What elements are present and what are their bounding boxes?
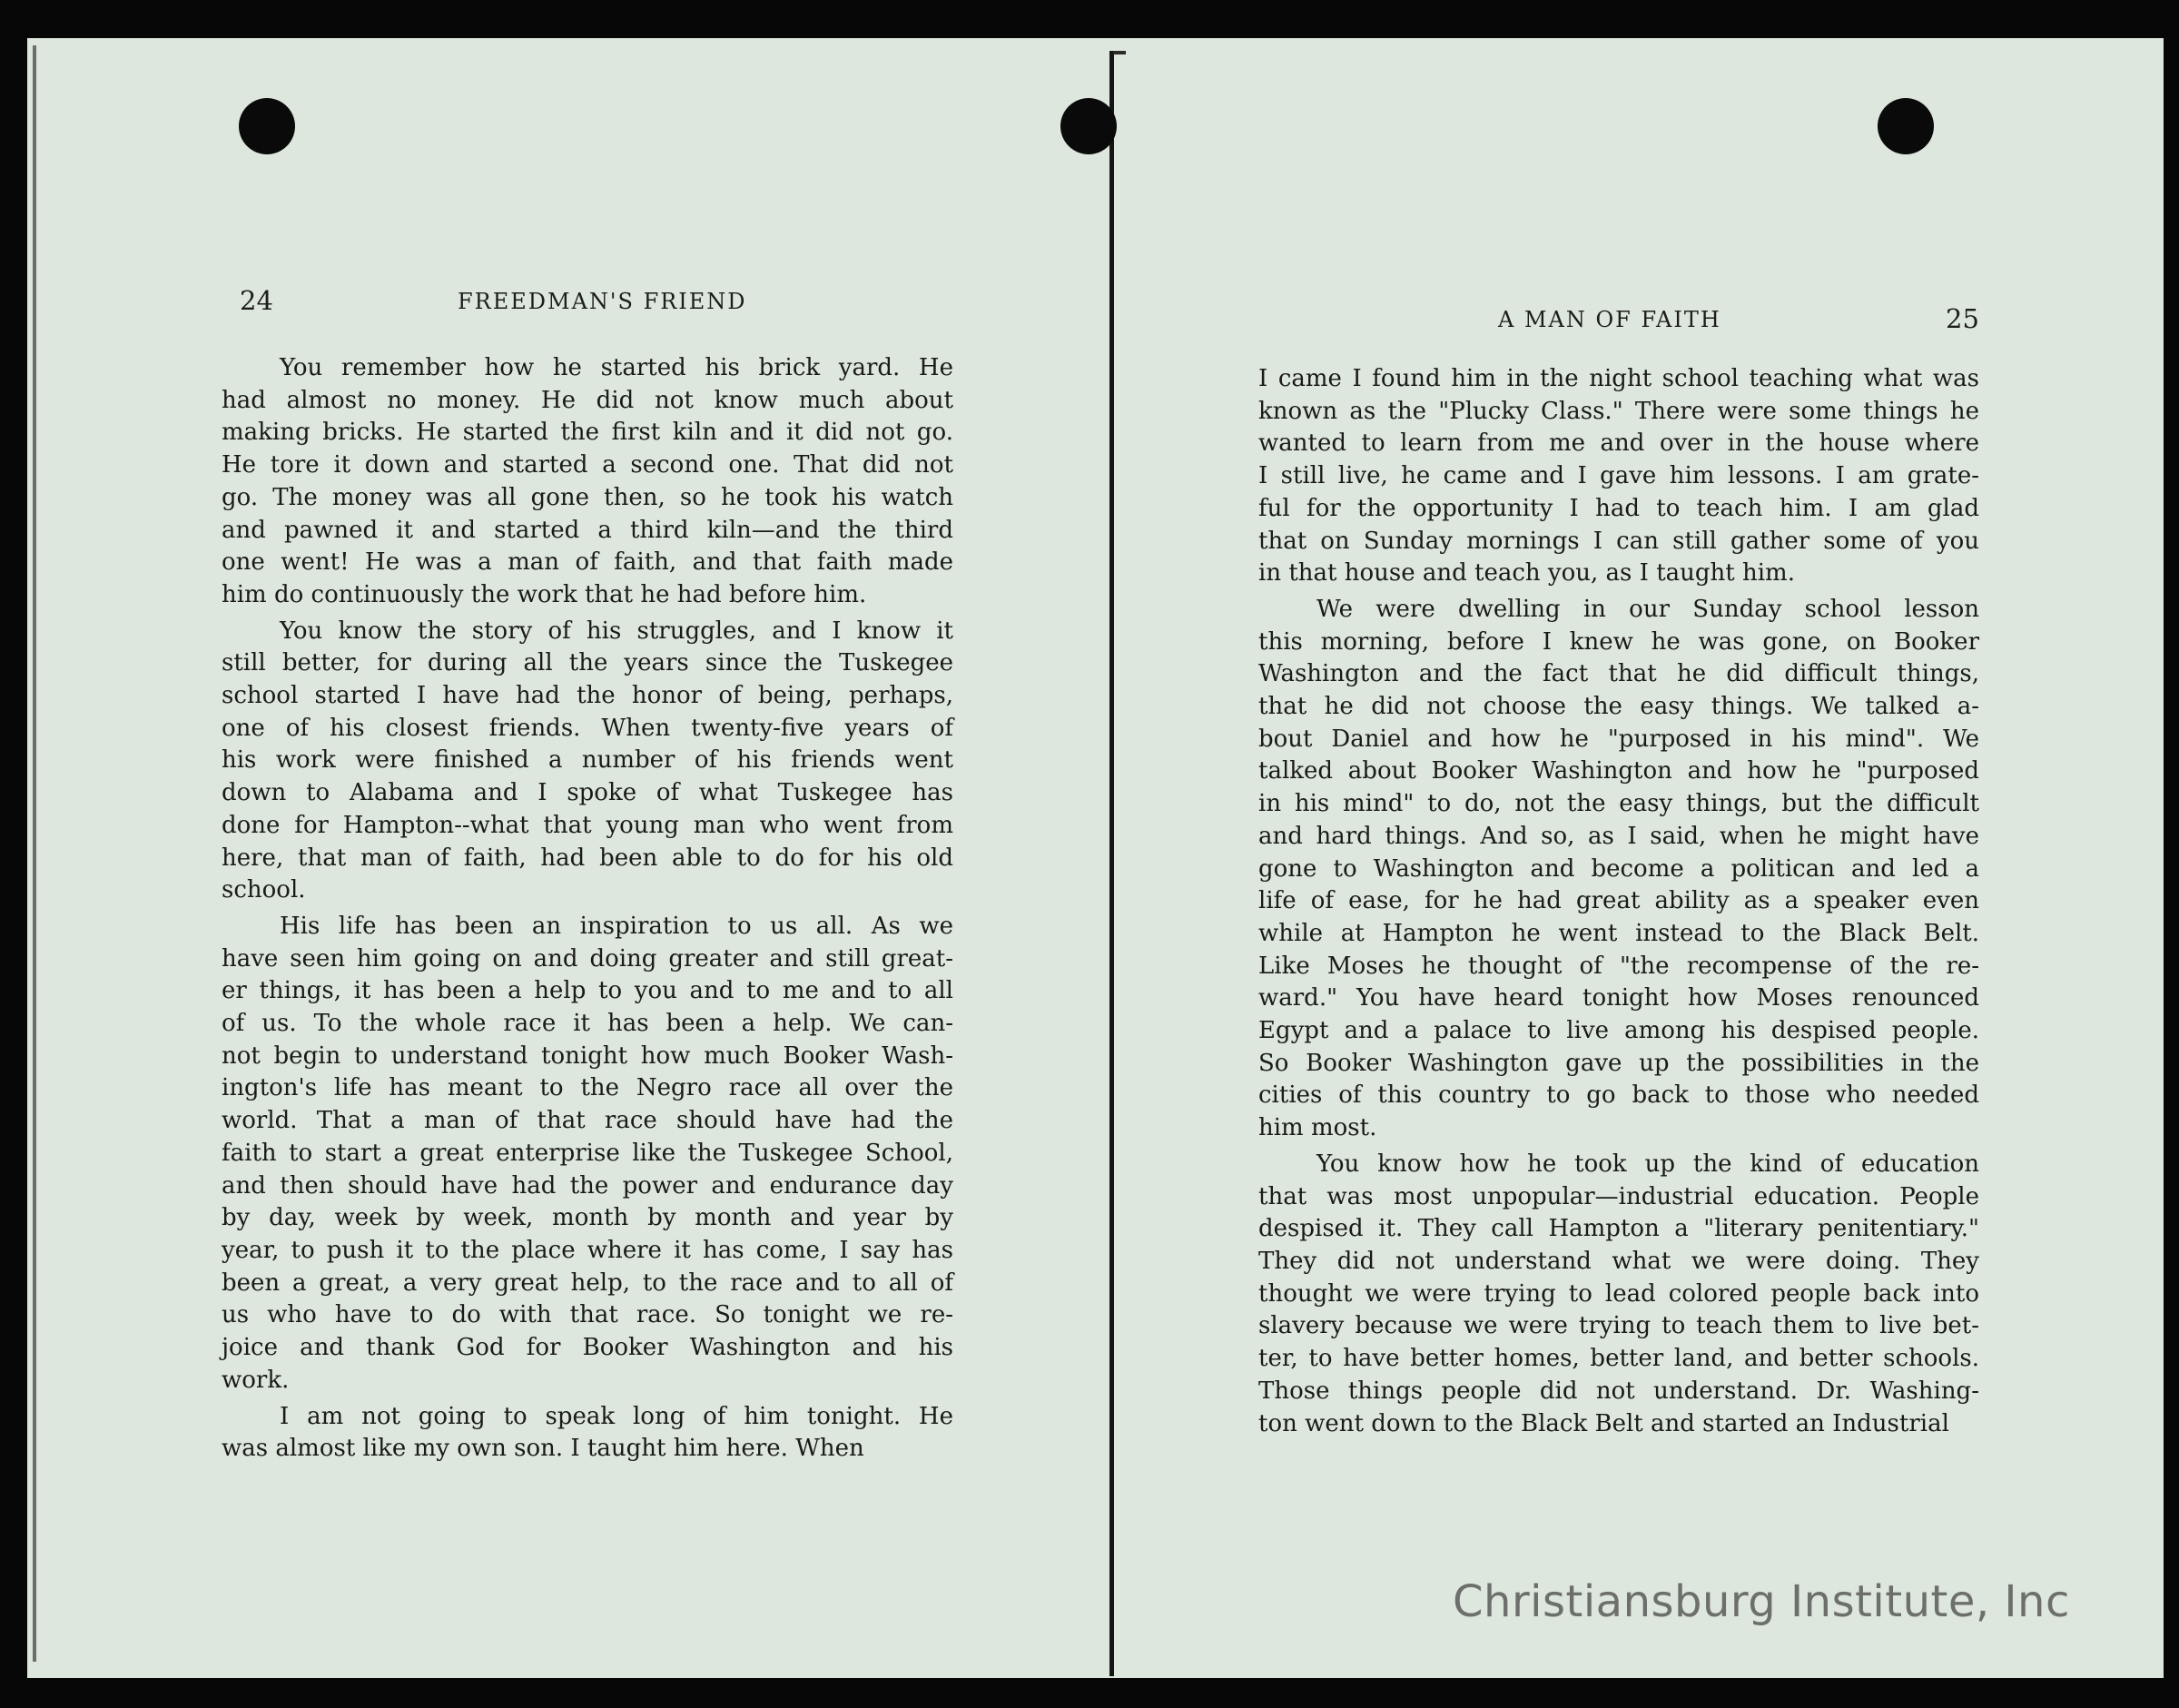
text-line: had almost no money. He did not know much about: [222, 386, 953, 414]
text-line: still better, for during all the years since the Tuskegee: [222, 649, 953, 677]
left-running-head: FREEDMAN'S FRIEND: [458, 289, 747, 314]
text-line: ful for the opportunity I had to teach him. I am glad: [1258, 494, 1979, 522]
text-line: school.: [222, 876, 306, 904]
text-line: of us. To the whole race it has been a help. We can-: [222, 1010, 953, 1038]
text-line: You know how he took up the kind of education: [1316, 1150, 1979, 1178]
text-line: life of ease, for he had great ability as a speaker even: [1258, 887, 1979, 915]
text-line: world. That a man of that race should have had the: [222, 1107, 953, 1135]
text-line: in that house and teach you, as I taught him.: [1258, 559, 1795, 587]
text-line: one of his closest friends. When twenty-five years of: [222, 714, 953, 742]
paragraph: [1258, 1149, 1979, 1440]
text-line: You know the story of his struggles, and I know it: [280, 617, 953, 645]
text-line: one went! He was a man of faith, and that faith made: [222, 548, 953, 577]
text-line: that on Sunday mornings I can still gather some of you: [1258, 527, 1979, 555]
watermark: Christiansburg Institute, Inc: [1453, 1576, 2070, 1627]
text-line: that was most unpopular—industrial education. People: [1258, 1182, 1979, 1210]
text-line: year, to push it to the place where it has come, I say has: [222, 1236, 953, 1264]
text-line: bout Daniel and how he "purposed in his mind". We: [1258, 725, 1979, 753]
text-line: So Booker Washington gave up the possibilities in the: [1258, 1049, 1979, 1077]
text-line: him most.: [1258, 1114, 1377, 1142]
text-line: slavery because we were trying to teach them to live bet-: [1258, 1312, 1979, 1340]
text-line: cities of this country to go back to those who needed: [1258, 1081, 1979, 1110]
text-line: and pawned it and started a third kiln—and the third: [222, 516, 953, 544]
text-line: faith to start a great enterprise like the Tuskegee School,: [222, 1139, 953, 1167]
text-line: this morning, before I knew he was gone, on Booker: [1258, 627, 1979, 656]
text-line: known as the "Plucky Class." There were some things he: [1258, 397, 1979, 425]
text-line: and then should have had the power and endurance day: [222, 1171, 953, 1200]
text-line: while at Hampton he went instead to the Black Belt.: [1258, 919, 1979, 947]
punch-hole-left: [239, 98, 295, 154]
text-line: joice and thank God for Booker Washington and his: [222, 1334, 953, 1362]
punch-hole-center: [1060, 98, 1117, 154]
paragraph: [1258, 363, 1979, 590]
text-line: work.: [222, 1366, 290, 1394]
text-line: down to Alabama and I spoke of what Tuskegee has: [222, 779, 953, 807]
text-line: ter, to have better homes, better land, and better schools.: [1258, 1345, 1979, 1373]
spine-shadow: [1109, 51, 1114, 1676]
left-edge-line: [33, 45, 36, 1662]
paragraph: [222, 911, 953, 1397]
left-page-number: 24: [240, 285, 273, 316]
text-line: been a great, a very great help, to the race and to all of: [222, 1269, 953, 1297]
text-line: not begin to understand tonight how much Booker Wash-: [222, 1042, 953, 1070]
paragraph: [222, 352, 953, 612]
text-line: Like Moses he thought of "the recompense of the re-: [1258, 952, 1979, 980]
text-line: here, that man of faith, had been able to do for his old: [222, 844, 953, 872]
text-line: school started I have had the honor of being, perhaps,: [222, 682, 953, 710]
text-line: was almost like my own son. I taught him here. When: [222, 1435, 864, 1463]
text-line: I am not going to speak long of him tonight. He: [280, 1402, 953, 1430]
text-line: and hard things. And so, as I said, when he might have: [1258, 822, 1979, 850]
text-line: by day, week by week, month by month and year by: [222, 1204, 953, 1232]
right-text-column: [1258, 363, 1979, 1440]
text-line: ington's life has meant to the Negro race all over the: [222, 1074, 953, 1102]
text-line: You remember how he started his brick yard. He: [280, 354, 953, 381]
right-page-number: 25: [1946, 303, 1979, 334]
paragraph: [222, 616, 953, 907]
spine-top-mark: [1113, 51, 1126, 54]
text-line: us who have to do with that race. So tonight we re-: [222, 1301, 953, 1329]
text-line: thought we were trying to lead colored people back into: [1258, 1279, 1979, 1308]
text-line: despised it. They call Hampton a "literary penitentiary.": [1258, 1215, 1979, 1243]
text-line: done for Hampton--what that young man who went from: [222, 811, 953, 839]
text-line: ward." You have heard tonight how Moses renounced: [1258, 984, 1979, 1012]
text-line: that he did not choose the easy things. We talked a-: [1258, 693, 1979, 721]
text-line: er things, it has been a help to you and to me and to all: [222, 977, 953, 1005]
text-line: go. The money was all gone then, so he took his watch: [222, 483, 953, 511]
text-line: He tore it down and started a second one. That did not: [222, 451, 953, 479]
text-line: They did not understand what we were doing. They: [1258, 1247, 1979, 1275]
text-line: Those things people did not understand. Dr. Washing-: [1258, 1377, 1979, 1405]
text-line: in his mind" to do, not the easy things, but the difficult: [1258, 790, 1979, 818]
left-text-column: [222, 352, 953, 1466]
text-line: Egypt and a palace to live among his despised people.: [1258, 1017, 1979, 1045]
text-line: I came I found him in the night school teaching what was: [1258, 365, 1979, 392]
text-line: We were dwelling in our Sunday school lesson: [1316, 595, 1979, 623]
text-line: Washington and the fact that he did difficult things,: [1258, 660, 1979, 688]
text-line: I still live, he came and I gave him lessons. I am grate-: [1258, 462, 1979, 490]
text-line: talked about Booker Washington and how he "purposed: [1258, 757, 1979, 785]
paragraph: [1258, 594, 1979, 1145]
text-line: him do continuously the work that he had before him.: [222, 580, 867, 608]
text-line: His life has been an inspiration to us all. As we: [280, 912, 953, 940]
text-line: have seen him going on and doing greater and still great-: [222, 944, 953, 972]
text-line: ton went down to the Black Belt and started an Industrial: [1258, 1409, 1949, 1437]
text-line: his work were finished a number of his friends went: [222, 746, 953, 775]
paragraph: [222, 1401, 953, 1466]
text-line: gone to Washington and become a politican and led a: [1258, 854, 1979, 883]
text-line: making bricks. He started the first kiln and it did not go.: [222, 419, 953, 447]
punch-hole-right: [1878, 98, 1934, 154]
text-line: wanted to learn from me and over in the house where: [1258, 429, 1979, 458]
right-running-head: A MAN OF FAITH: [1498, 307, 1721, 332]
